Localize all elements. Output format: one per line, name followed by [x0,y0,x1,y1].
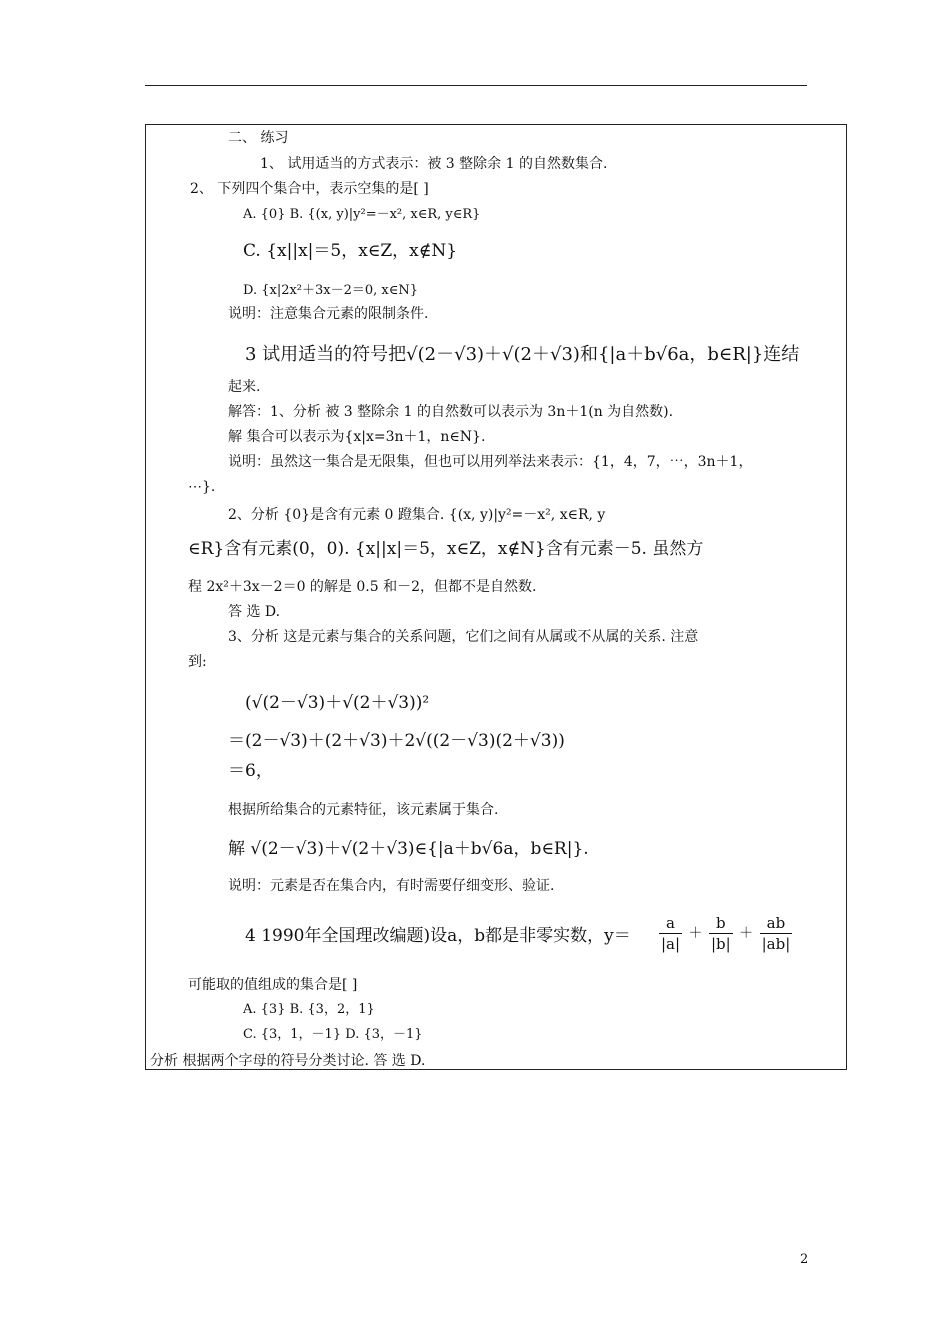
plus-sign-2: ＋ [739,925,754,942]
answer-1-note: 说明：虽然这一集合是无限集，但也可以用列举法来表示：{1，4，7，⋯，3n＋1， [228,454,753,470]
fraction-ab-denominator: |ab| [761,935,791,953]
fraction-a [659,913,682,954]
option-c: C. {x||x|＝5，x∈Z，x∉N} [243,241,458,261]
answer-1-note-cont: ⋯}. [188,479,216,495]
question-2: 2、 下列四个集合中，表示空集的是[ ] [190,181,429,197]
fraction-ab [760,913,793,954]
equation-line-1: (√(2－√3)＋√(2＋√3))² [245,693,430,713]
answer-2-cont: ∈R}含有元素(0，0). {x||x|＝5，x∈Z，x∉N}含有元素－5. 虽然方 [188,539,704,559]
answer-3-cont: 到: [188,654,207,670]
fraction-b-numerator: b [709,913,733,934]
header-rule [145,85,807,86]
answer-1-solution: 解 集合可以表示为{x|x=3n＋1，n∈N}. [228,429,486,445]
question-4-text: 4 1990年全国理改编题)设a，b都是非零实数，y＝ [245,926,631,946]
question-4-cont: 可能取的值组成的集合是[ ] [188,977,358,993]
answer-3-note: 说明：元素是否在集合内，有时需要仔细变形、验证. [228,878,555,894]
question-1: 1、 试用适当的方式表示：被 3 整除余 1 的自然数集合. [260,156,608,172]
answer-3: 3、分析 这是元素与集合的关系问题，它们之间有从属或不从属的关系. 注意 [228,629,699,645]
question-3-cont: 起来. [228,379,261,395]
fraction-ab-numerator: ab [760,913,793,934]
equation-line-2: ＝(2－√3)＋(2＋√3)＋2√((2－√3)(2＋√3)) [228,731,565,751]
plus-sign-1: ＋ [688,925,703,942]
page-number: 2 [800,1252,809,1267]
fraction-b [709,913,733,954]
section-heading: 二、 练习 [228,130,289,146]
note-1: 说明：注意集合元素的限制条件. [228,306,429,322]
answer-2: 2、分析 {0}是含有元素 0 蹬集合. {(x, y)|y²=－x², x∈R, y [228,507,606,523]
answer-1: 解答：1、分析 被 3 整除余 1 的自然数可以表示为 3n＋1(n 为自然数). [228,404,674,420]
option-4-a-b: A. {3} B. {3，2，1} [243,1002,375,1017]
fraction-b-denominator: |b| [710,935,731,953]
fraction-a-numerator: a [659,913,682,934]
question-4 [245,925,631,947]
question-3: 3 试用适当的符号把√(2－√3)＋√(2＋√3)和{|a＋b√6a，b∈R|}连结 [245,344,800,365]
option-d: D. {x|2x²＋3x－2＝0, x∈N} [243,283,419,298]
fraction-a-denominator: |a| [661,935,681,953]
answer-3-conclusion: 根据所给集合的元素特征，该元素属于集合. [228,802,499,818]
option-4-c-d: C. {3，1，－1} D. {3，－1} [243,1027,423,1042]
answer-4: 分析 根据两个字母的符号分类讨论. 答 选 D. [150,1053,426,1069]
equation-line-3: ＝6， [228,761,273,781]
question-4-expression [657,913,794,954]
answer-2-cont-2: 程 2x²＋3x－2＝0 的解是 0.5 和－2，但都不是自然数. [188,579,537,595]
option-a-b: A. {0} B. {(x, y)|y²=－x², x∈R, y∈R} [243,207,481,222]
answer-2-choice: 答 选 D. [228,604,281,620]
answer-3-solution: 解 √(2－√3)＋√(2＋√3)∈{|a＋b√6a，b∈R|}. [228,839,589,859]
